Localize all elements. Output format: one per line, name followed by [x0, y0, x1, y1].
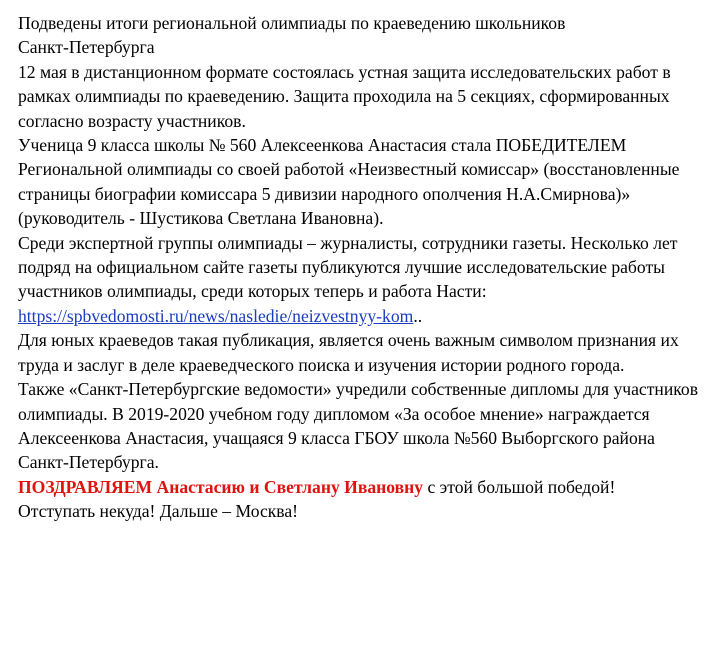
article-body — [18, 11, 698, 524]
paragraph-winner: Ученица 9 класса школы № 560 Алексеенкова Анастасия стала ПОБЕДИТЕЛЕМ Региональной олимпиады со своей работой «Неизвестный комиссар» (восстановленные страницы биографии комиссара 5 дивизии народного ополчения Н.А.Смирнова)» (руководитель - Шустикова Светлана Ивановна). — [18, 135, 680, 229]
article-title — [18, 11, 698, 60]
paragraph-defense: 12 мая в дистанционном формате состоялась устная защита исследовательских работ в рамках олимпиады по краеведению. Защита проходила на 5 секциях, сформированных согласно возрасту участников. — [18, 61, 671, 131]
congratulations — [18, 475, 698, 499]
paragraph-significance: Для юных краеведов такая публикация, является очень важным символом признания их труда и заслуг в деле краеведческого поиска и изучения истории родного города. — [18, 330, 679, 375]
congratulations-highlight: ПОЗДРАВЛЯЕМ Анастасию и Светлану Ивановну — [18, 476, 424, 497]
article-link[interactable]: https://spbvedomosti.ru/news/nasledie/neizvestnyy-kom — [18, 305, 414, 326]
congratulations-rest: с этой большой победой! — [423, 476, 616, 497]
paragraph-experts: Среди экспертной группы олимпиады – журналисты, сотрудники газеты. Несколько лет подряд на официальном сайте газеты публикуются лучшие исследовательские работы участников олимпиады, среди которых теперь и работа Насти: — [18, 232, 678, 302]
title-line-2: Санкт-Петербурга — [18, 37, 155, 58]
closing-line: Отступать некуда! Дальше – Москва! — [18, 501, 299, 522]
link-line — [18, 304, 698, 328]
paragraph-diplomas: Также «Санкт-Петербургские ведомости» учредили собственные дипломы для участников олимпиады. В 2019-2020 учебном году дипломом «За особое мнение» награждается Алексеенкова Анастасия, учащаяся 9 класса ГБОУ школа №560 Выборгского района Санкт-Петербурга. — [18, 379, 699, 473]
link-suffix: .. — [413, 305, 423, 326]
title-line-1: Подведены итоги региональной олимпиады по краеведению школьников — [18, 13, 566, 33]
